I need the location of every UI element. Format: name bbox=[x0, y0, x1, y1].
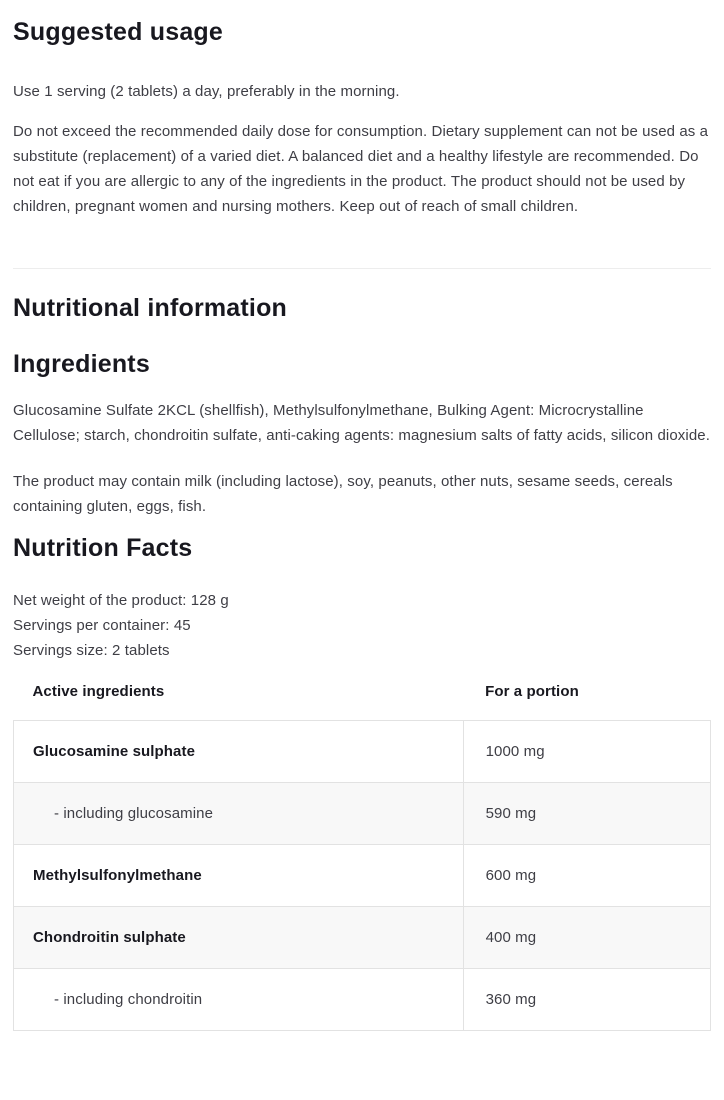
serving-size-line: Servings size: 2 tablets bbox=[13, 642, 170, 659]
allergen-notice-text: The product may contain milk (including lactose), soy, peanuts, other nuts, sesame seeds, cereals containing gluten, eggs, fish. bbox=[13, 473, 673, 515]
servings-per-container-line: Servings per container: 45 bbox=[13, 617, 191, 634]
nutrition-table-body bbox=[14, 721, 711, 1031]
table-row bbox=[14, 969, 711, 1031]
for-a-portion-column-header: For a portion bbox=[485, 683, 579, 700]
ingredients-composition-text: Glucosamine Sulfate 2KCL (shellfish), Methylsulfonylmethane, Bulking Agent: Microcrystalline Cellulose; starch, chondroitin sulfate, anti-caking agents: magnesium salts of fatty acids, silicon dioxide. bbox=[13, 402, 710, 444]
table-row bbox=[14, 845, 711, 907]
suggested-usage-section bbox=[13, 15, 711, 219]
nutritional-information-heading: Nutritional information bbox=[13, 294, 288, 322]
nutrition-facts-table bbox=[13, 681, 711, 1031]
serving-info bbox=[13, 588, 711, 663]
usage-intro-text: Use 1 serving (2 tablets) a day, preferably in the morning. bbox=[13, 83, 400, 100]
table-row bbox=[14, 907, 711, 969]
suggested-usage-heading: Suggested usage bbox=[13, 18, 223, 46]
ingredient-label-cell: Methylsulfonylmethane bbox=[14, 845, 464, 907]
ingredient-value-cell: 400 mg bbox=[463, 907, 710, 969]
nutrition-facts-heading: Nutrition Facts bbox=[13, 534, 193, 562]
ingredient-label-cell: Glucosamine sulphate bbox=[14, 721, 464, 783]
net-weight-line: Net weight of the product: 128 g bbox=[13, 592, 229, 609]
ingredient-value-cell: 360 mg bbox=[463, 969, 710, 1031]
ingredient-label-cell: - including chondroitin bbox=[14, 969, 464, 1031]
ingredients-heading: Ingredients bbox=[13, 350, 150, 378]
ingredient-value-cell: 590 mg bbox=[463, 783, 710, 845]
section-divider bbox=[13, 268, 711, 269]
nutrition-table-header bbox=[14, 681, 711, 721]
table-row bbox=[14, 721, 711, 783]
usage-warning-text: Do not exceed the recommended daily dose for consumption. Dietary supplement can not be used as a substitute (replacement) of a varied diet. A balanced diet and a healthy lifestyle are recommended. Do not eat if you are allergic to any of the ingredients in the product. The product should not be used by children, pregnant women and nursing mothers. Keep out of reach of small children. bbox=[13, 123, 709, 215]
ingredient-label-cell: - including glucosamine bbox=[14, 783, 464, 845]
table-row bbox=[14, 783, 711, 845]
ingredient-label-cell: Chondroitin sulphate bbox=[14, 907, 464, 969]
ingredient-value-cell: 600 mg bbox=[463, 845, 710, 907]
ingredient-value-cell: 1000 mg bbox=[463, 721, 710, 783]
table-header-row bbox=[14, 681, 711, 721]
active-ingredients-column-header: Active ingredients bbox=[32, 683, 165, 700]
product-details-page bbox=[0, 15, 724, 1031]
nutritional-information-section bbox=[13, 291, 711, 1031]
